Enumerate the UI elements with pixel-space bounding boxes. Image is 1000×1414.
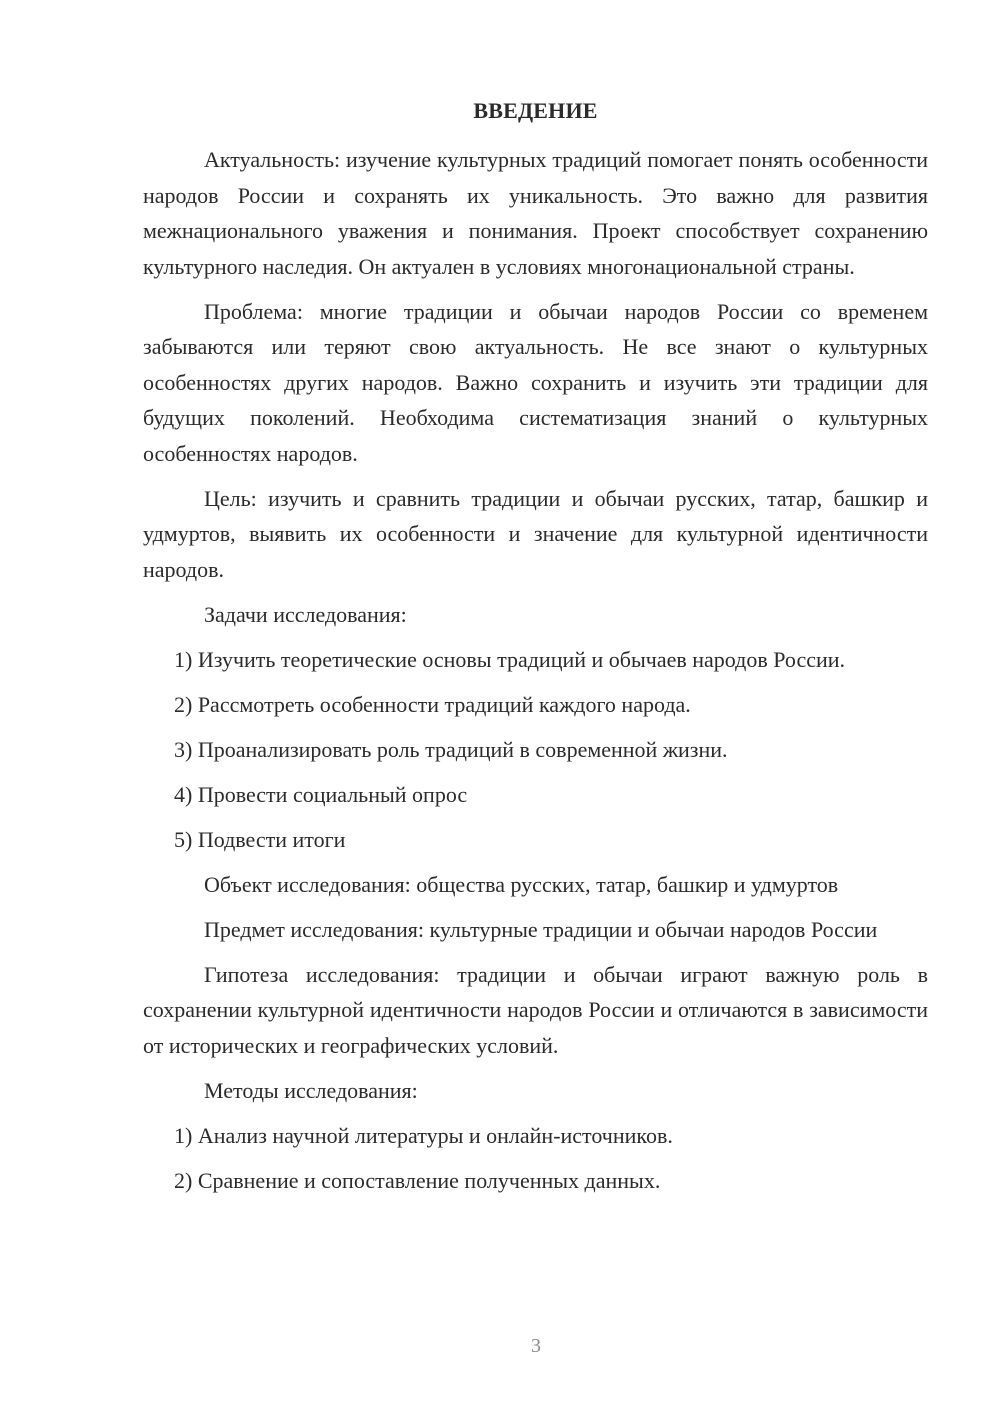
goal-paragraph: Цель: изучить и сравнить традиции и обычаи русских, татар, башкир и удмуртов, выявить их особенности и значение для культурной идентичности народов.	[143, 485, 928, 582]
task-item: 2) Рассмотреть особенности традиций каждого народа.	[174, 691, 691, 717]
page-number: 3	[531, 1335, 541, 1357]
method-item: 2) Сравнение и сопоставление полученных данных.	[174, 1167, 661, 1193]
section-heading: ВВЕДЕНИЕ	[473, 98, 598, 123]
problem-paragraph: Проблема: многие традиции и обычаи народов России со временем забываются или теряют свою актуальность. Не все знают о культурных особенностях других народов. Важно сохранить и изучить эти традиции для будущих поколений. Необходима систематизация знаний о культурных особенностях народов.	[143, 298, 928, 466]
task-item: 5) Подвести итоги	[174, 826, 346, 852]
document-page	[143, 96, 928, 1208]
hypothesis-paragraph: Гипотеза исследования: традиции и обычаи играют важную роль в сохранении культурной идентичности народов России и отличаются в зависимости от исторических и географических условий.	[143, 961, 928, 1058]
relevance-paragraph: Актуальность: изучение культурных традиций помогает понять особенности народов России и сохранять их уникальность. Это важно для развития межнационального уважения и понимания. Проект способствует сохранению культурного наследия. Он актуален в условиях многонациональной страны.	[143, 147, 928, 279]
method-item: 1) Анализ научной литературы и онлайн-источников.	[174, 1122, 673, 1148]
task-item: 3) Проанализировать роль традиций в современной жизни.	[174, 736, 728, 762]
task-item: 1) Изучить теоретические основы традиций и обычаев народов России.	[174, 646, 846, 672]
subject-paragraph: Предмет исследования: культурные традиции и обычаи народов России	[204, 916, 878, 942]
methods-title: Методы исследования:	[204, 1077, 418, 1103]
tasks-title: Задачи исследования:	[204, 601, 407, 627]
task-item: 4) Провести социальный опрос	[174, 781, 468, 807]
object-paragraph: Объект исследования: общества русских, татар, башкир и удмуртов	[204, 871, 839, 897]
